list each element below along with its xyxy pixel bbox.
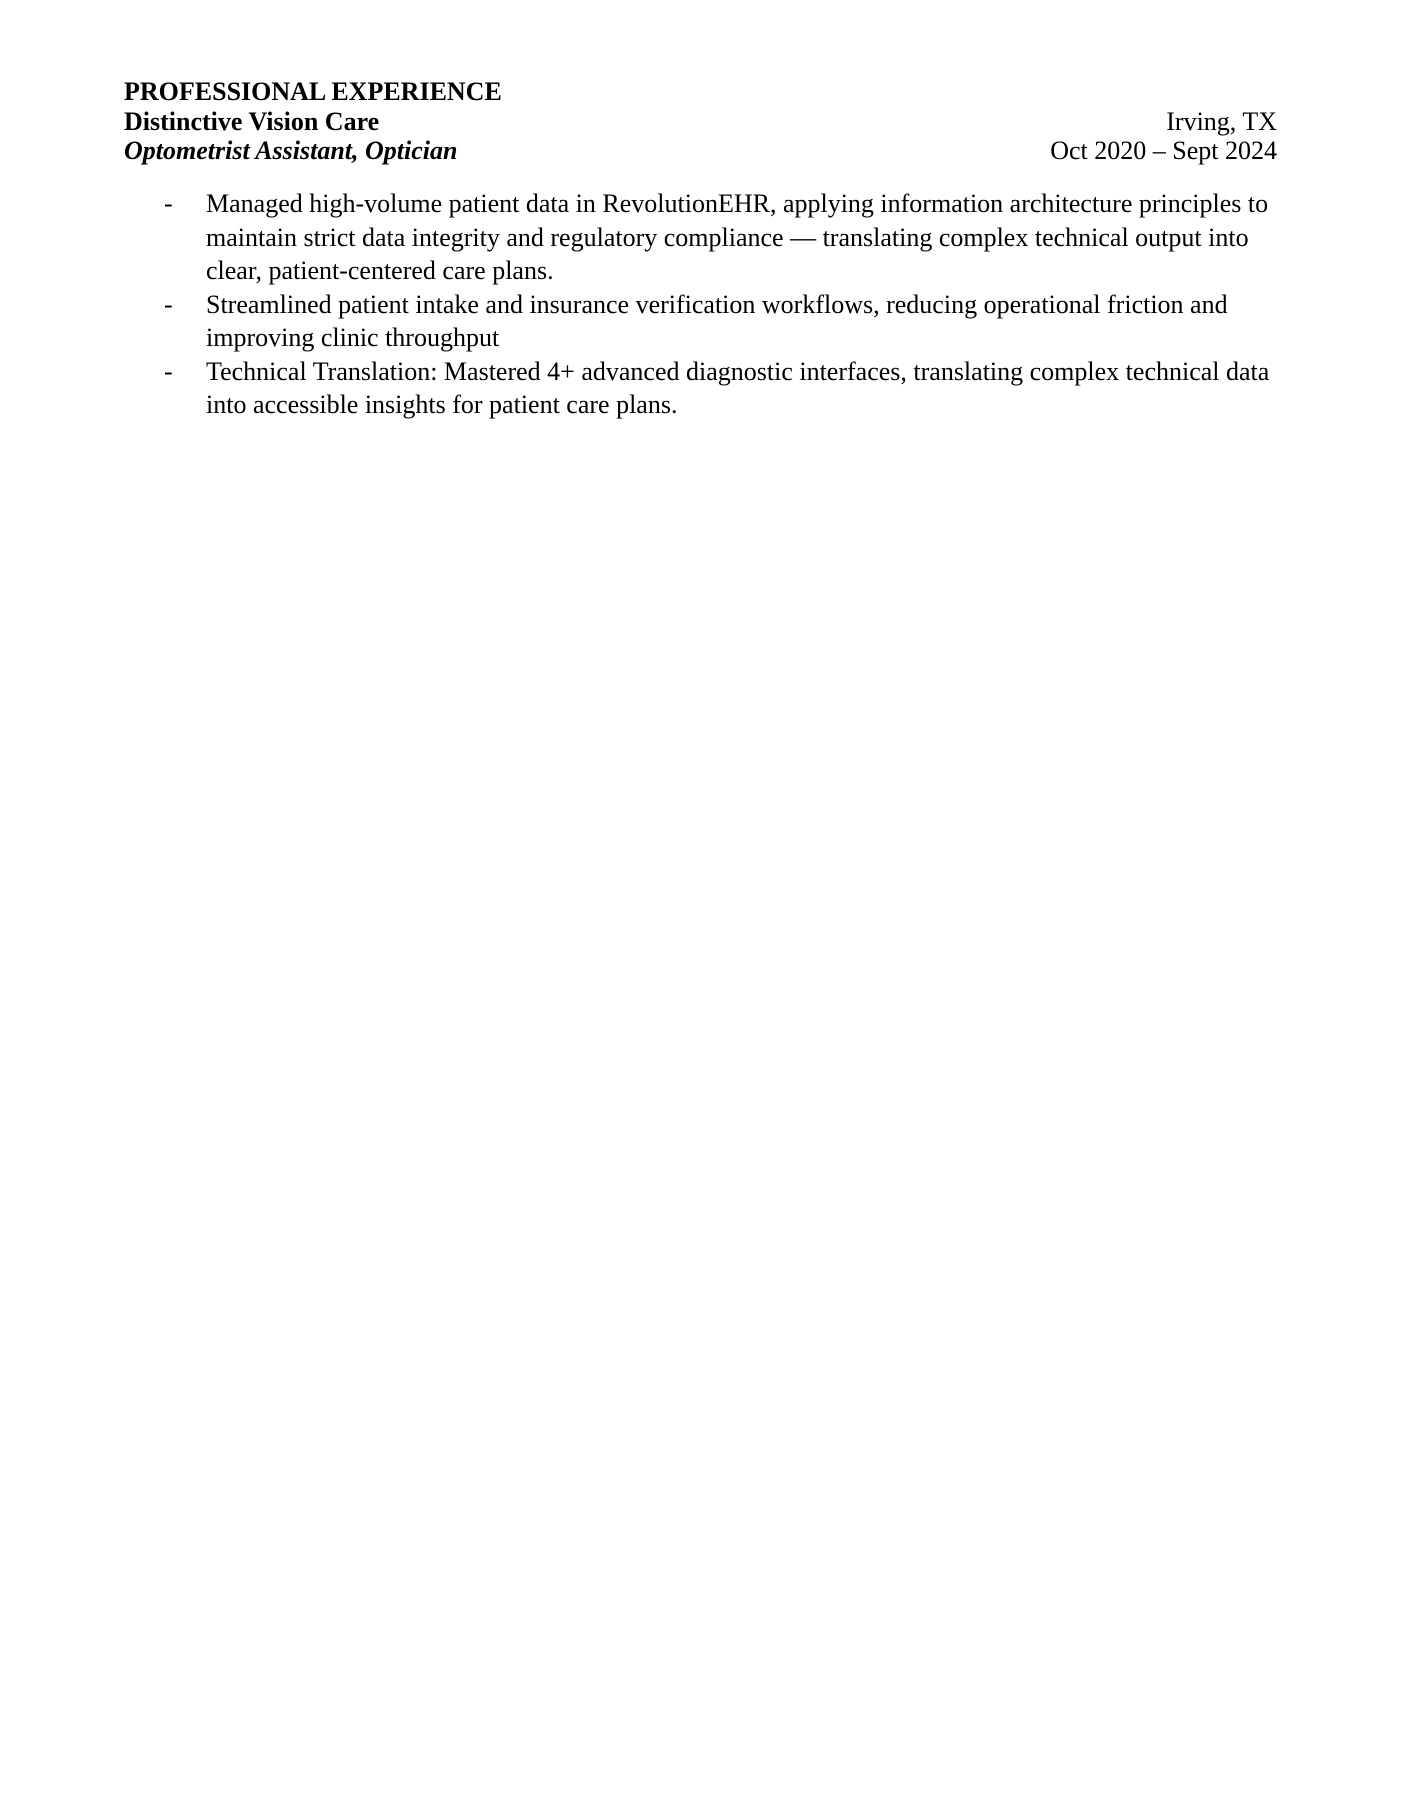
employer-name: Distinctive Vision Care [124,107,380,136]
role-row [124,136,1277,165]
bullet-text: Technical Translation: Mastered 4+ advanced diagnostic interfaces, translating complex technical data into accessible insights for patient care plans. [206,356,1270,419]
job-dates: Oct 2020 – Sept 2024 [1050,136,1277,165]
employer-row [124,107,1277,136]
bullet-dash: - [164,356,173,386]
bullet-text: Streamlined patient intake and insurance verification workflows, reducing operational friction and improving clinic throughput [206,289,1228,352]
bullet-dash: - [164,189,173,218]
job-location: Irving, TX [1166,107,1277,136]
list-item [124,288,1277,355]
list-item [124,187,1277,288]
list-item [124,355,1277,422]
experience-section [124,76,1277,422]
job-role: Optometrist Assistant, Optician [124,136,458,165]
bullet-dash: - [164,289,173,319]
section-title: PROFESSIONAL EXPERIENCE [124,77,502,106]
bullet-text: Managed high-volume patient data in RevolutionEHR, applying information architecture principles to maintain strict data integrity and regulatory compliance — translating complex technical output into clear, patient-centered care plans. [206,189,1269,285]
job-bullet-list [124,187,1277,422]
